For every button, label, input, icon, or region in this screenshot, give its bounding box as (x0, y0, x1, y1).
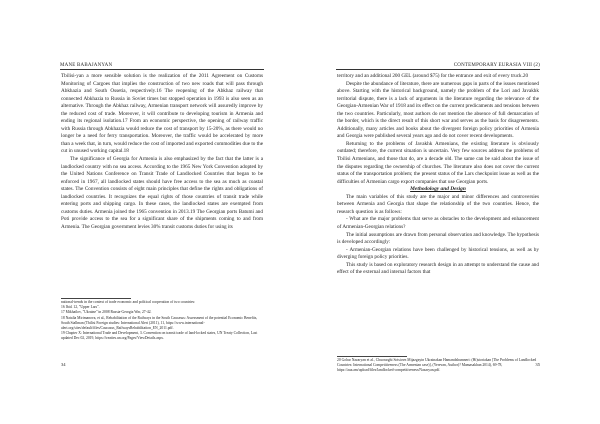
body-text (337, 73, 539, 277)
section-heading: Methodology and Design (410, 186, 466, 193)
paragraph: - What are the major problems that serve as obstacles to the development and enhancement of Armenian-Georgian relations? (337, 216, 539, 230)
footnote: 18 Natalia Mirimanova, et al., Rehabilitation of the Railways in the South Caucasus: Assessment of the potential Economic Benefits, South Stallman (Tbilisi Foreign studies: International Alert (2011), 11, https://www.international-alert.org/sites/default/files/Caucasus_RailwaysRehabilitation_EN_2011.pdf. (61, 315, 258, 331)
header-rule (60, 69, 264, 70)
footnote: 20 Gohar Nazaryan et al., Chuorarghi Sotsiovn Mijazgayin Ukrainakan Hamandzhumneri: (Hi)storiakan [The Problems of Landlocked Countries: International Competitiveness (The Armenian case)], (Yerevan, Author)? Mamasakhan 2014), 69-78, https://aua.am/upload/files/landlocked-competitiveness/Nazaryan.pdf. (337, 358, 537, 373)
footnote-rule (61, 298, 131, 299)
paragraph: This study is based on exploratory research design in an attempt to understand the cause and effect of the external and internal factors that (337, 261, 539, 276)
running-header: MANE BABAJANYAN (60, 63, 113, 68)
paragraph: territory and an additional 200 GEL (around $75) for the entrance and exit of every truck.20 (337, 73, 529, 79)
footnote: 16 Ibid. 12, "Upper Lars". (61, 305, 100, 310)
right-page (300, 0, 600, 424)
footnote: national-trends in the context of trade economic and political cooperation of two countries: (61, 300, 196, 304)
footnotes (61, 300, 263, 342)
paragraph: The main variables of this study are the major and minor differences and controversies between Armenia and Georgia that shape the relationship of the two countries. Hence, the research question is as follows: (337, 193, 539, 215)
running-header: CONTEMPORARY EURASIA VIII (2) (453, 63, 540, 68)
page-number: 35 (535, 362, 540, 367)
page-number: 34 (61, 362, 66, 367)
footnote-rule (337, 356, 407, 357)
paragraph: Tbilisi-yan a more sensible solution is the realization of the 2011 Agreement on Customs Monitoring of Cargoes that implies the construction of two new roads that will pass through Abkhazia and South Ossetia, respectively.16 The reopening of the Abkhaz railway that connected Abkhazia to Russia in Soviet times but stopped operation in 1993 is also seen as an alternative. Through the Abkhaz railway, Armenian transport network will assuredly improve by the reduced cost of trade. Moreover, it will contribute to developing tourism in Armenia and ending its regional isolation.17 From an economic perspective, the opening of railway traffic with Russia through Abkhazia would reduce the cost of transport by 15-20%, as there would no longer be a need for ferry transportation. Moreover, the traffic would be accelerated by more than a week that, in turn, would reduce the cost of imported and exported commodities due to the cut in unused working capital.18 (61, 73, 263, 155)
paragraph: The initial assumptions are drawn from personal observation and knowledge. The hypothesis is developed accordingly: (337, 231, 539, 246)
body-text (61, 73, 263, 231)
footnote: 19 Chapter X: International Trade and Development, 3. Convention on transit trade of land-locked states, UN Treaty Collection, Last updated Dec 02, 2019, https://treaties.un.org/Pages/ViewDetails.aspx. (61, 331, 258, 341)
paragraph: - Armenian-Georgian relations have been challenged by historical tensions, as well as by diverging foreign policy priorities. (337, 246, 539, 261)
paragraph: The significance of Georgia for Armenia is also emphasized by the fact that the latter is a landlocked country with no sea access. According to the 1965 New York Convention adopted by the United Nations Conference on Transit Trade of Landlocked Countries that began to be enforced in 1967, all landlocked states should have free access to the sea as much as coastal states. The Convention consists of eight main principles that define the rights and obligations of landlocked countries. It recognizes the equal rights of those countries of transit trade while entering ports and shipping cargo. In these cases, the landlocked states are exempted from customs duties. Armenia joined the 1965 convention in 2013.19 The Georgian ports Batumi and Poti provide access to the sea for a significant share of the shipments coming to and from Armenia. The Georgian government levies 30% transit customs duties for using its (61, 156, 263, 230)
paragraph: Despite the abundance of literature, there are numerous gaps in parts of the issues mentioned above. Starting with the historical background, namely the problem of the Lori and Javakhk territorial dispute, there is a lack of arguments in the literature regarding the relevance of the Georgian-Armenian War of 1918 and its effect on the current predicaments and tensions between the two countries. Particularly, most authors do not mention the absence of full demarcation of the border, which is the direct result of this short war and serves as the basis for disagreements. Additionally, many articles and books about the divergent foreign policy priorities of Armenia and Georgia were published several years ago and do not cover recent developments. (337, 80, 539, 140)
header-rule (336, 69, 540, 70)
footnotes (337, 358, 539, 374)
paragraph: Returning to the problems of Javakhk Armenians, the existing literature is obviously outdated; therefore, the current situation is uncertain. Very few sources address the problems of Tbilisi Armenians, and those that do, are a decade old. The same can be said about the issue of the disputes regarding the ownership of churches. The literature also does not cover the current status of the transportation problem; the present status of the Lars checkpoint issue as well as the difficulties of Armenian cargo export companies that use Georgian ports. (337, 140, 539, 185)
footnote: 17 Mikhailov, "Ukraine" in 2008 Russia-Georgia War, 27-42. (61, 310, 152, 315)
